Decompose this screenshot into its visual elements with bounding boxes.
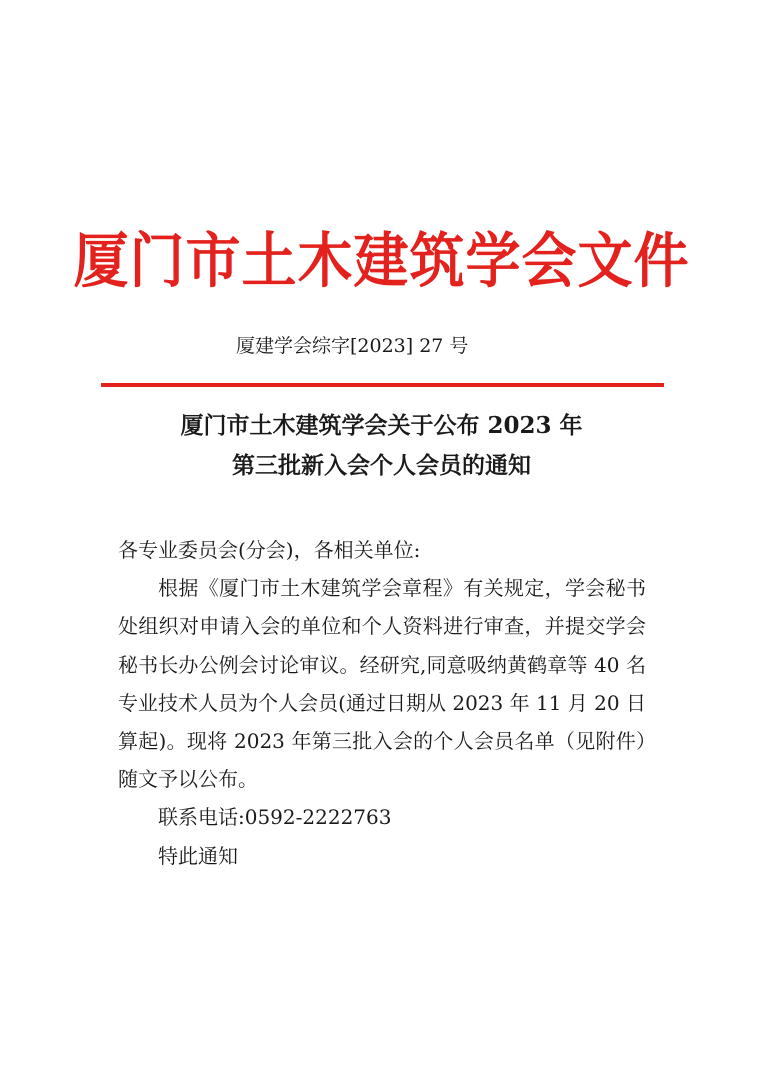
- document-number: 厦建学会综字[2023] 27 号: [236, 335, 469, 357]
- closing-remark: 特此通知: [158, 843, 238, 868]
- document-header-title: 厦门市土木建筑学会文件: [73, 225, 690, 296]
- notice-title-line-1: 厦门市土木建筑学会关于公布 2023 年: [180, 412, 583, 439]
- notice-body: [118, 531, 646, 875]
- body-paragraph: 根据《厦门市土木建筑学会章程》有关规定，学会秘书处组织对申请入会的单位和个人资料进行审查，并提交学会秘书长办公例会讨论审议。经研究,同意吸纳黄鹤章等 40 名专业技术人员为个人会员(通过日期从 2023 年 11 月 20 日算起)。现将 2023 年第三批入会的个人会员名单（见附件）随文予以公布。: [118, 576, 646, 792]
- contact-phone: 联系电话:0592-2222763: [158, 805, 392, 830]
- red-divider-line: [101, 383, 664, 387]
- salutation: 各专业委员会(分会)，各相关单位:: [118, 538, 421, 562]
- notice-title-line-2: 第三批新入会个人会员的通知: [232, 452, 531, 479]
